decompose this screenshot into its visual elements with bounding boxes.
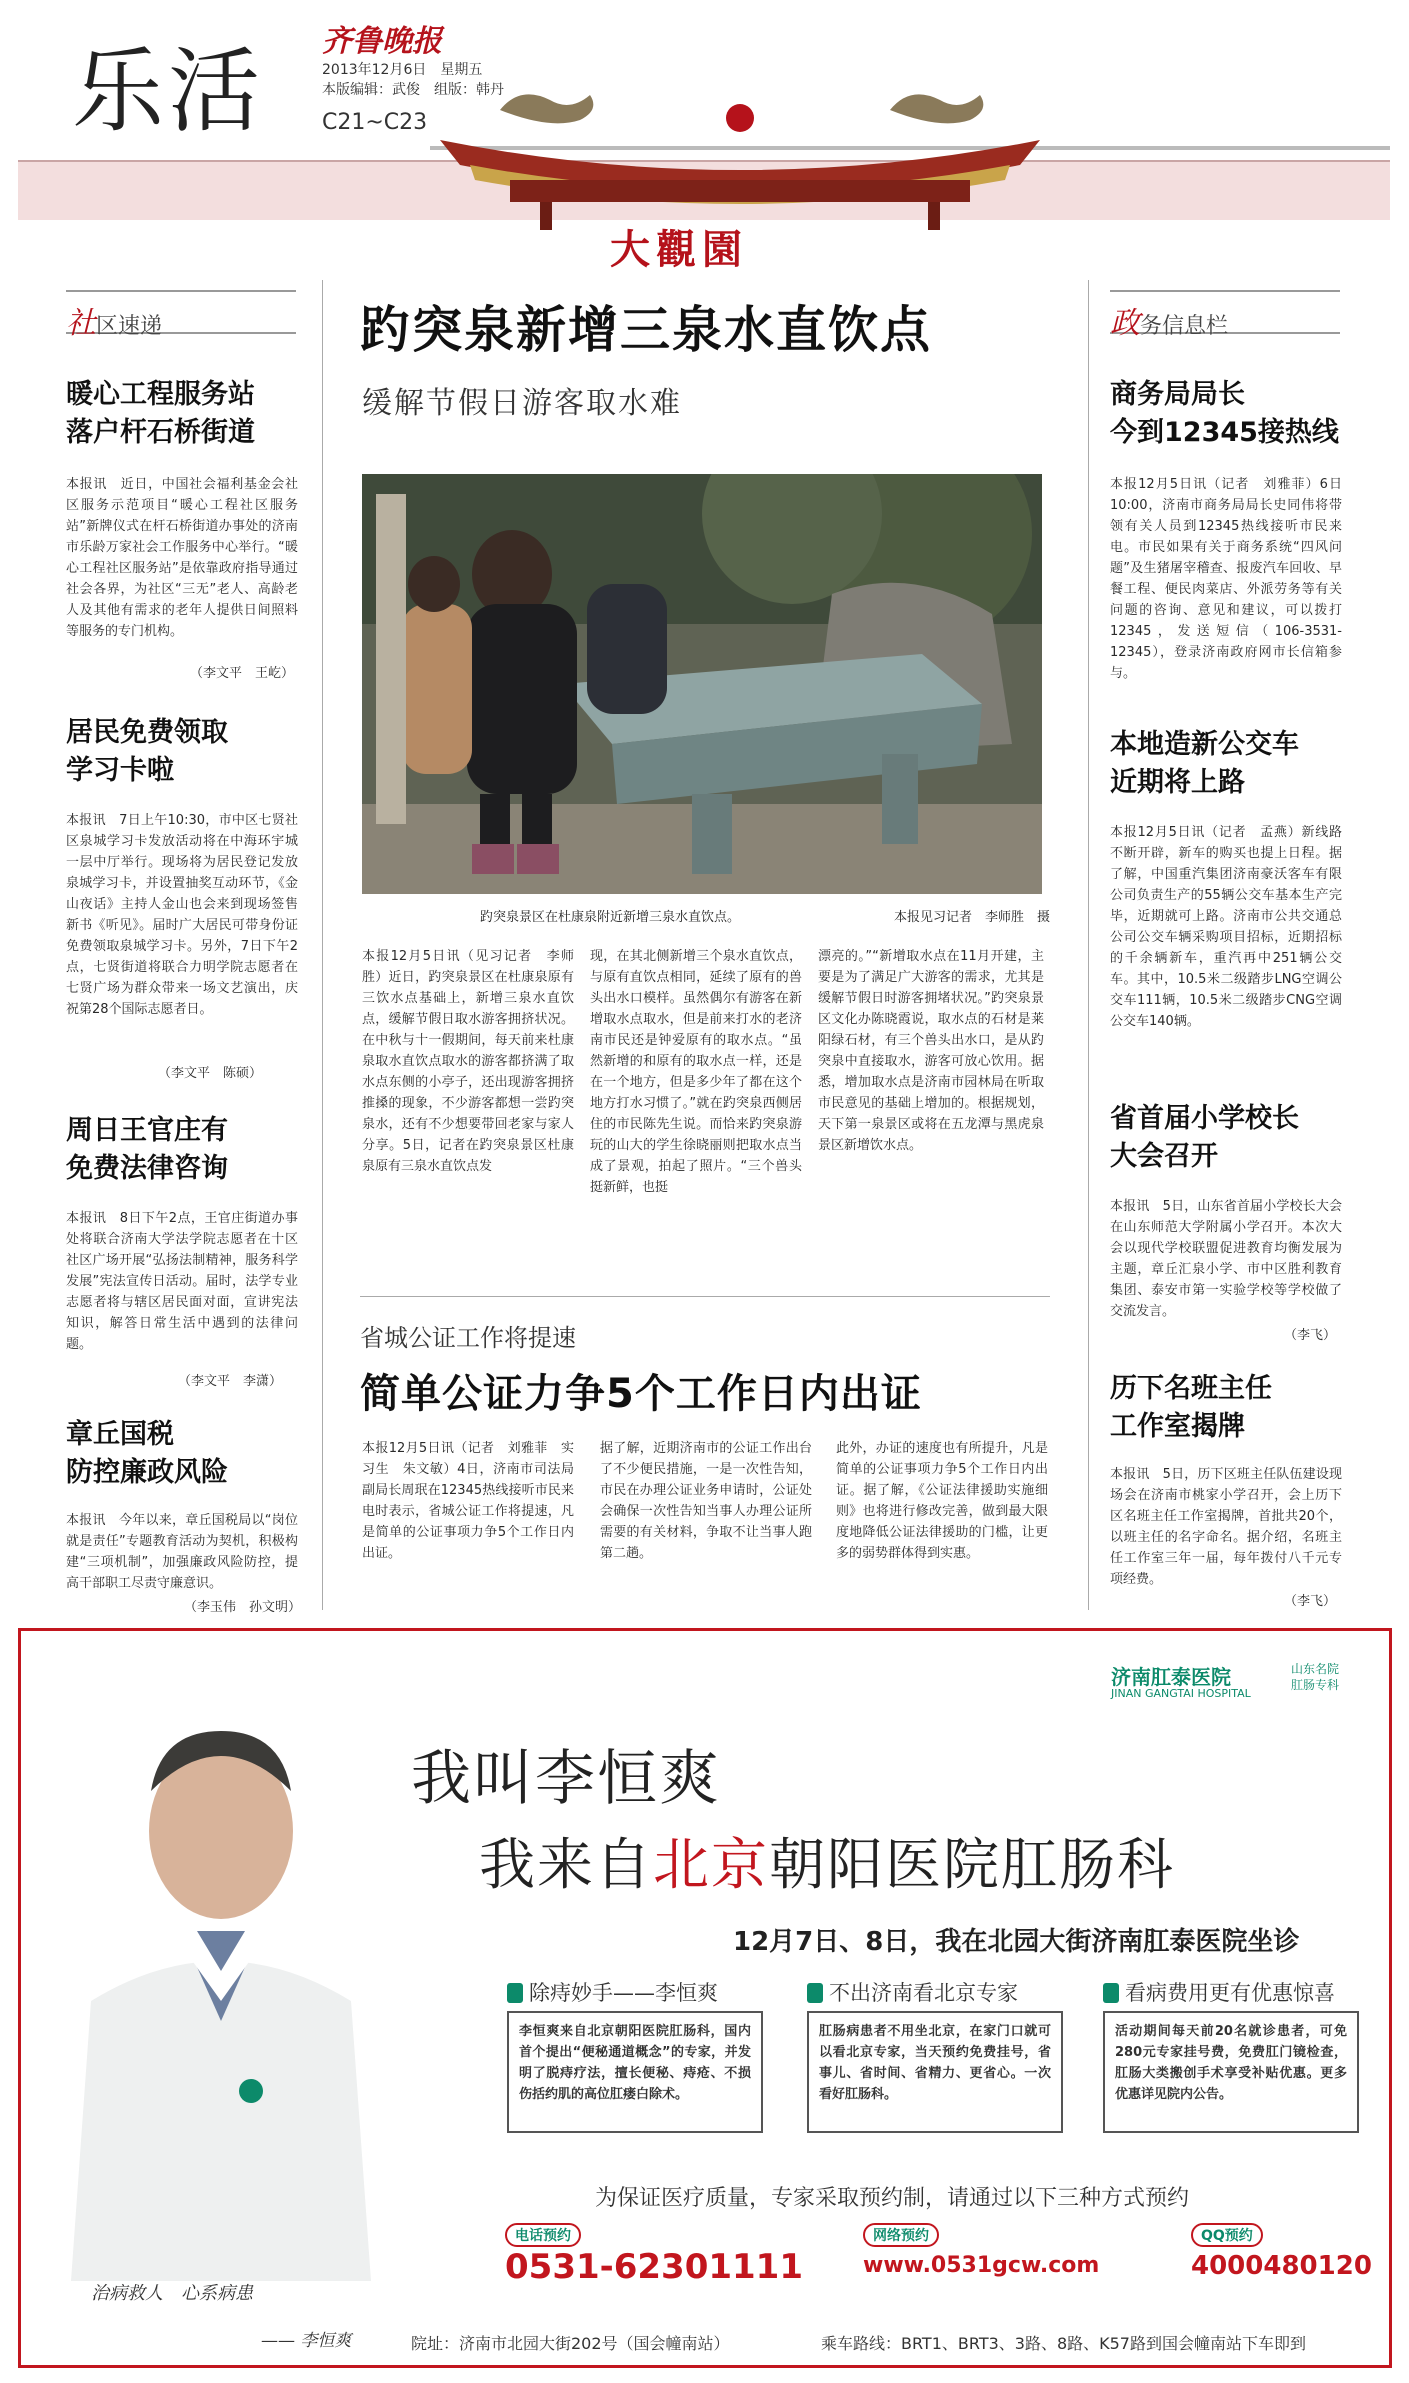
column-header-rest: 区速递 (96, 314, 163, 339)
ad-headline-1: 我叫李恒爽 (411, 1744, 721, 1814)
masthead-meta (322, 60, 504, 100)
headline (66, 1112, 228, 1188)
headline (66, 376, 255, 452)
web-booking[interactable] (863, 2223, 1099, 2278)
headline-line: 章丘国税 (66, 1419, 174, 1450)
ad-feature-box: 活动期间每天前20名就诊患者，可免280元专家挂号费，免费肛门镜检查，肛肠大类搬创手术享受补贴优惠。更多优惠详见院内公告。 (1103, 2011, 1359, 2133)
hospital-logo-name: 济南肛泰医院 (1111, 1665, 1231, 1689)
main-story-title: 趵突泉新增三泉水直饮点 (360, 300, 932, 359)
headline-line: 防控廉政风险 (66, 1457, 228, 1488)
headline-line: 工作室揭牌 (1110, 1411, 1245, 1442)
date-line: 2013年12月6日 星期五 (322, 62, 483, 78)
government-column-header (1110, 290, 1340, 341)
photo-credit: 本报见习记者 李师胜 摄 (893, 910, 1050, 925)
headline (66, 714, 228, 790)
community-column-header (66, 290, 296, 341)
article-body: 本报讯 5日，历下区班主任队伍建设现场会在济南市桃家小学召开，会上历下区名班主任工作室揭牌，首批共20个，以班主任的名字命名。据介绍，名班主任工作室三年一届，每年拨付八千元专项经费。 (1110, 1467, 1342, 1587)
headline (1110, 726, 1299, 802)
headline-line: 免费法律咨询 (66, 1153, 228, 1184)
globe-icon-label: 网络预约 (863, 2223, 939, 2247)
headline (1110, 376, 1339, 452)
ad-feature-title-text: 不出济南看北京专家 (829, 1981, 1018, 2005)
headline-line: 落户杆石桥街道 (66, 417, 255, 448)
section-title: 乐活 (72, 38, 265, 145)
column-divider (1088, 280, 1089, 1610)
article-body: 本报讯 7日上午10:30，市中区七贤社区泉城学习卡发放活动将在中海环宇城一层中厅举行。现场将为居民登记发放泉城学习卡，并设置抽奖互动环节，《金山夜话》主持人金山也会来到现场签售新书《听见》。届时广大居民可带身份证免费领取泉城学习卡。另外，7日下午2点，七贤街道将联合力明学院志愿者在七贤广场为群众带来一场文艺演出，庆祝第28个国际志愿者日。 (66, 813, 298, 1017)
ad-motto: 治病救人 心系病患 (91, 2283, 253, 2304)
leaf-icon (507, 1983, 523, 2003)
article-byline: （李玉伟 孙文明） (184, 1600, 302, 1615)
second-story-kicker: 省城公证工作将提速 (360, 1324, 576, 1352)
ad-booking-note: 为保证医疗质量，专家采取预约制，请通过以下三种方式预约 (595, 2186, 1190, 2211)
article-body: 本报讯 近日，中国社会福利基金会社区服务示范项目“暖心工程社区服务站”新牌仪式在杆石桥街道办事处的济南市乐龄万家社会工作服务中心举行。“暖心工程社区服务站”是依靠政府指导通过社会各界，为社区“三无”老人、高龄老人及其他有需求的老年人提供日间照料等服务的专门机构。 (66, 477, 298, 639)
second-story-title: 简单公证力争5个工作日内出证 (360, 1371, 922, 1417)
ad-address: 院址：济南市北园大街202号（国会幢南站） (411, 2334, 730, 2353)
headline-line: 周日王官庄有 (66, 1115, 228, 1146)
hospital-logo-en: JINAN GANGTAI HOSPITAL (1111, 1687, 1251, 1700)
photo-caption: 趵突泉景区在杜康泉附近新增三泉水直饮点。 (480, 910, 741, 925)
main-story-column-2: 现，在其北侧新增三个泉水直饮点，与原有直饮点相同，延续了原有的兽头出水口模样。虽然偶尔有游客在新增取水点取水，但是前来打水的老济南市民还是钟爱原有的取水点。“虽然新增的和原有的取水点一样，还是在一个地方，但是多少年了都在这个地方打水习惯了。”就在趵突泉西侧居住的市民陈先生说。而恰来趵突泉游玩的山大的学生徐晓丽则把取水点当成了景观，拍起了照片。“三个兽头挺新鲜，也挺 (590, 949, 802, 1195)
headline-line: 大会召开 (1110, 1141, 1218, 1172)
column-header-rest: 务信息栏 (1140, 314, 1229, 339)
headline-line: 学习卡啦 (66, 755, 174, 786)
headline-line: 省首届小学校长 (1110, 1103, 1299, 1134)
column-header-initial: 社 (66, 306, 96, 341)
paper-name: 齐鲁晚报 (322, 24, 442, 59)
ad-bus-route: 乘车路线：BRT1、BRT3、3路、8路、K57路到国会幢南站下车即到 (821, 2334, 1306, 2353)
ad-feature-title (1103, 1977, 1335, 2007)
qq-booking[interactable] (1191, 2223, 1372, 2281)
ad-signature: —— 李恒爽 (261, 2331, 352, 2351)
phone-booking[interactable] (505, 2223, 803, 2287)
ad-feature-title-text: 除痔妙手——李恒爽 (529, 1981, 718, 2005)
ad-headline-2-pre: 我来自 (479, 1833, 653, 1898)
ad-feature-box: 李恒爽来自北京朝阳医院肛肠科，国内首个提出“便秘通道概念”的专家，并发明了脱痔疗法，擅长便秘、痔疮、不损伤括约肌的高位肛瘘白除术。 (507, 2011, 763, 2133)
headline-line: 暖心工程服务站 (66, 379, 255, 410)
headline (1110, 1100, 1299, 1176)
article-body: 本报12月5日讯（记者 孟燕）新线路不断开辟，新车的购买也提上日程。据了解，中国重汽集团济南豪沃客车有限公司负责生产的55辆公交车基本生产完毕，近期就可上路。济南市公共交通总公司公交车辆采购项目招标，近期招标的千余辆新车，重汽再中251辆公交车。其中，10.5米二级踏步LNG空调公交车111辆，10.5米二级踏步CNG空调公交车140辆。 (1110, 825, 1342, 1029)
editor-line: 本版编辑：武俊 组版：韩丹 (322, 82, 504, 98)
article-byline: （李文平 王屹） (190, 666, 295, 681)
article-body: 本报12月5日讯（记者 刘雅菲）6日10:00，济南市商务局局长史同伟将带领有关人员到12345热线接听市民来电。市民如果有关于商务系统“四风问题”及生猪屠宰稽查、报废汽车回收、早餐工程、便民肉菜店、外派劳务等有关问题的咨询、意见和建议，可以拨打12345，发送短信（106-3531-12345），登录济南政府网市长信箱参与。 (1110, 477, 1342, 681)
second-story-column-3: 此外，办证的速度也有所提升，凡是简单的公证事项力争5个工作日内出证。据了解，《公证法律援助实施细则》也将进行修改完善，做到最大限度地降低公证法律援助的门槛，让更多的弱势群体得到实惠。 (836, 1441, 1048, 1561)
hospital-tag: 山东名院 (1291, 1662, 1340, 1676)
second-story-column-1: 本报12月5日讯（记者 刘雅菲 实习生 朱文敏）4日，济南市司法局副局长周珉在12345热线接听市民来电时表示，省城公证工作将提速，凡是简单的公证事项力争5个工作日内出证。 (362, 1441, 574, 1561)
qq-icon-label: QQ预约 (1191, 2223, 1263, 2247)
doctor-portrait (51, 1701, 391, 2281)
headline-line: 居民免费领取 (66, 717, 228, 748)
ad-feature-title (507, 1977, 718, 2007)
phone-number[interactable]: 0531-62301111 (505, 2247, 803, 2287)
headline-line: 商务局局长 (1110, 379, 1245, 410)
leaf-icon (807, 1983, 823, 2003)
pavilion-roof-icon (420, 70, 1060, 230)
article-byline: （李文平 李潇） (178, 1374, 283, 1389)
masthead (0, 0, 1409, 273)
section-brand: 大觀園 (610, 226, 748, 273)
ad-headline-2-post: 朝阳医院肛肠科 (769, 1833, 1175, 1898)
column-divider (322, 280, 323, 1610)
headline (66, 1416, 228, 1492)
page-range: C21~C23 (322, 110, 428, 135)
ad-feature-title-text: 看病费用更有优惠惊喜 (1125, 1981, 1335, 2005)
leaf-icon (1103, 1983, 1119, 2003)
article-body: 本报讯 5日，山东省首届小学校长大会在山东师范大学附属小学召开。本次大会以现代学校联盟促进教育均衡发展为主题，章丘汇泉小学、市中区胜利教育集团、泰安市第一实验学校等学校做了交流发言。 (1110, 1199, 1342, 1319)
ad-feature-title (807, 1977, 1018, 2007)
hospital-tags (1291, 1661, 1339, 1693)
main-story-column-1: 本报12月5日讯（见习记者 李师胜）近日，趵突泉景区在杜康泉原有三饮水点基础上，新增三泉水直饮点，缓解节假日取水游客拥挤状况。在中秋与十一假期间，每天前来杜康泉取水直饮点取水的游客都挤满了取水点东侧的小亭子，还出现游客拥挤推搡的现象，不少游客都想一尝趵突泉水，还有不少想要带回老家与家人分享。5日，记者在趵突泉景区杜康泉原有三泉水直饮点发 (362, 949, 574, 1174)
qq-number[interactable]: 4000480120 (1191, 2251, 1372, 2281)
ad-feature-box: 肛肠病患者不用坐北京，在家门口就可以看北京专家，当天预约免费挂号，省事儿、省时间、省精力、更省心。一次看好肛肠科。 (807, 2011, 1063, 2133)
article-byline: （李飞） (1284, 1328, 1337, 1343)
main-story-column-3: 漂亮的。”“新增取水点在11月开建，主要是为了满足广大游客的需求，尤其是缓解节假日时游客拥堵状况。”趵突泉景区文化办陈晓霞说，取水点的石材是莱阳绿石材，有三个兽头出水口，是从趵突泉中直接取水，游客可放心饮用。据悉，增加取水点是济南市园林局在听取市民意见的基础上增加的。根据规划，天下第一泉景区或将在五龙潭与黑虎泉景区新增饮水点。 (818, 949, 1044, 1153)
article-body: 本报讯 8日下午2点，王官庄街道办事处将联合济南大学法学院志愿者在十区社区广场开展“弘扬法制精神，服务科学发展”宪法宣传日活动。届时，法学专业志愿者将与辖区居民面对面，宣讲宪法知识，解答日常生活中遇到的法律问题。 (66, 1211, 298, 1352)
phone-icon-label: 电话预约 (505, 2223, 581, 2247)
web-address[interactable]: www.0531gcw.com (863, 2253, 1100, 2278)
story-divider (360, 1296, 1050, 1297)
headline-line: 今到12345接热线 (1110, 417, 1339, 448)
article-byline: （李飞） (1284, 1594, 1337, 1609)
second-story-column-2: 据了解，近期济南市的公证工作出台了不少便民措施，一是一次性告知，市民在办理公证业务申请时，公证处会确保一次性告知当事人办理公证所需要的有关材料，争取不让当事人跑第二趟。 (600, 1441, 812, 1561)
headline (1110, 1370, 1272, 1446)
headline-line: 近期将上路 (1110, 767, 1245, 798)
photo-caption-row (360, 906, 1050, 925)
main-story-subtitle: 缓解节假日游客取水难 (362, 386, 682, 421)
ad-date-line: 12月7日、8日，我在北园大街济南肛泰医院坐诊 (733, 1927, 1300, 1957)
spring-water-photo (362, 474, 1042, 894)
ad-headline-2-red: 北京 (653, 1833, 769, 1898)
headline-line: 本地造新公交车 (1110, 729, 1299, 760)
headline-line: 历下名班主任 (1110, 1373, 1272, 1404)
column-header-initial: 政 (1110, 306, 1140, 341)
article-body: 本报讯 今年以来，章丘国税局以“岗位就是责任”专题教育活动为契机，积极构建“三项机制”，加强廉政风险防控，提高干部职工尽责守廉意识。 (66, 1513, 298, 1591)
hospital-tag: 肛肠专科 (1291, 1678, 1340, 1692)
ad-headline-2 (479, 1821, 1175, 1901)
hospital-advertisement (18, 1628, 1392, 2368)
article-byline: （李文平 陈硕） (158, 1066, 263, 1081)
